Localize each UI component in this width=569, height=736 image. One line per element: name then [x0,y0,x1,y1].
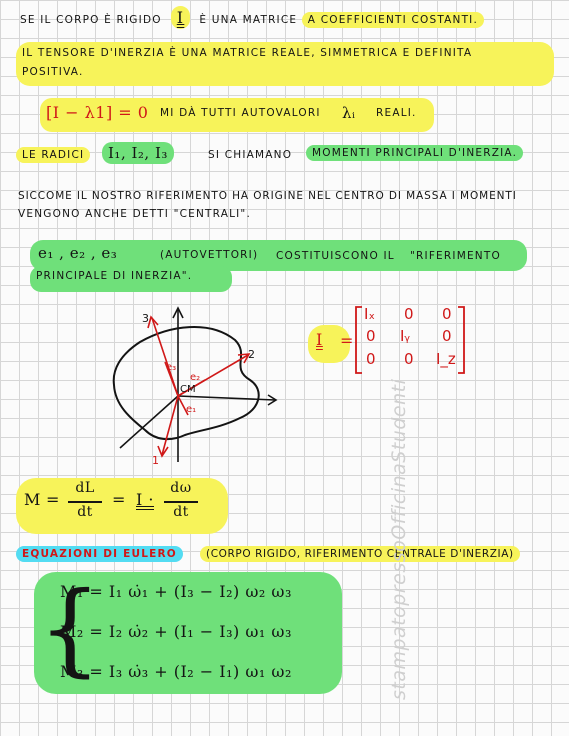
lambda-i: λᵢ [342,104,356,122]
watermark-text: stampatopressoOfficinaStudenti [388,378,410,700]
reference-text-line1: SICCOME IL NOSTRO RIFERIMENTO HA ORIGINE NEL CENTRO DI MASSA I MOMENTI [18,190,517,202]
inertia-tensor-symbol: I [171,6,191,29]
eq-inertia: I · [136,490,154,509]
matrix-equals: = [340,331,354,350]
euler-eq-3: M₃ = I₃ ω̇₃ + (I₂ − I₁) ω₁ ω₂ [60,662,292,681]
principal-inertia-text: PRINCIPALE DI INERZIA". [36,270,193,282]
rigid-body-diagram [100,300,290,470]
frac1-bar [68,501,102,503]
line-rigid-body [20,8,484,27]
frac1-numerator: dL [75,480,95,496]
center-of-mass-label: CM [180,384,196,395]
axis-1-line [162,396,178,455]
axis-horizontal [178,396,275,400]
principal-roots: I₁, I₂, I₃ [102,142,174,164]
axis-diagonal [120,396,178,448]
axis-3-label: 3 [142,312,149,325]
constitute-text: COSTITUISCONO IL [276,250,395,262]
eigenvectors-paren: (AUTOVETTORI) [160,249,259,261]
frac2-bar [164,501,198,503]
e1-label: e₁ [186,404,197,415]
axis-2-label: 2 [248,348,255,361]
eigen-text-b: REALI. [376,107,417,119]
tensor-properties-line1: IL TENSORE D'INERZIA È UNA MATRICE REALE, SIMMETRICA E DEFINITA [22,47,473,59]
system-brace: { [38,570,102,687]
e3-label: e₃ [166,362,177,373]
eigenvector-list: e₁ , e₂ , e₃ [38,244,118,262]
matrix-cell-11: Iₓ [364,305,376,323]
reference-text-line2: VENGONO ANCHE DETTI "CENTRALI". [18,208,251,220]
frac2-numerator: dω [170,480,192,496]
matrix-cell-13: 0 [442,305,452,323]
frac2-denominator: dt [173,504,189,520]
eigen-text-a: MI DÀ TUTTI AUTOVALORI [160,107,321,119]
matrix-cell-31: 0 [366,350,376,368]
matrix-cell-33: I_z [436,350,456,368]
tensor-properties-line2: POSITIVA. [22,66,84,78]
line1-text-a: SE IL CORPO È RIGIDO [20,14,162,26]
e2-label: e₂ [190,372,201,383]
constant-coefficients-highlight: A COEFFICIENTI COSTANTI. [302,12,484,28]
matrix-lhs: I [316,330,323,349]
matrix-cell-22: Iᵧ [400,327,411,345]
reference-quote-start: "RIFERIMENTO [410,250,501,262]
euler-conditions: (CORPO RIGIDO, RIFERIMENTO CENTRALE D'INERZIA) [200,546,520,562]
frac1-denominator: dt [77,504,93,520]
matrix-cell-12: 0 [404,305,414,323]
eq-equals-2: = [112,490,126,509]
characteristic-equation: [I − λ1] = 0 [46,103,149,122]
eq-equals-1: = [46,490,60,509]
matrix-cell-23: 0 [442,327,452,345]
matrix-cell-21: 0 [366,327,376,345]
axis-1-label: 1 [152,454,159,467]
roots-label: LE RADICI [16,147,90,163]
euler-eq-1: M₁ = I₁ ω̇₁ + (I₃ − I₂) ω₂ ω₃ [60,582,292,601]
eq-lhs-m: M [24,490,41,509]
euler-eq-2: M₂ = I₂ ω̇₂ + (I₁ − I₃) ω₁ ω₃ [60,622,292,641]
line1-text-b: È UNA MATRICE [199,14,298,26]
roots-text-b: SI CHIAMANO [208,149,293,161]
matrix-cell-32: 0 [404,350,414,368]
principal-moments-highlight: MOMENTI PRINCIPALI D'INERZIA. [306,145,523,161]
euler-title: EQUAZIONI DI EULERO [16,546,183,562]
